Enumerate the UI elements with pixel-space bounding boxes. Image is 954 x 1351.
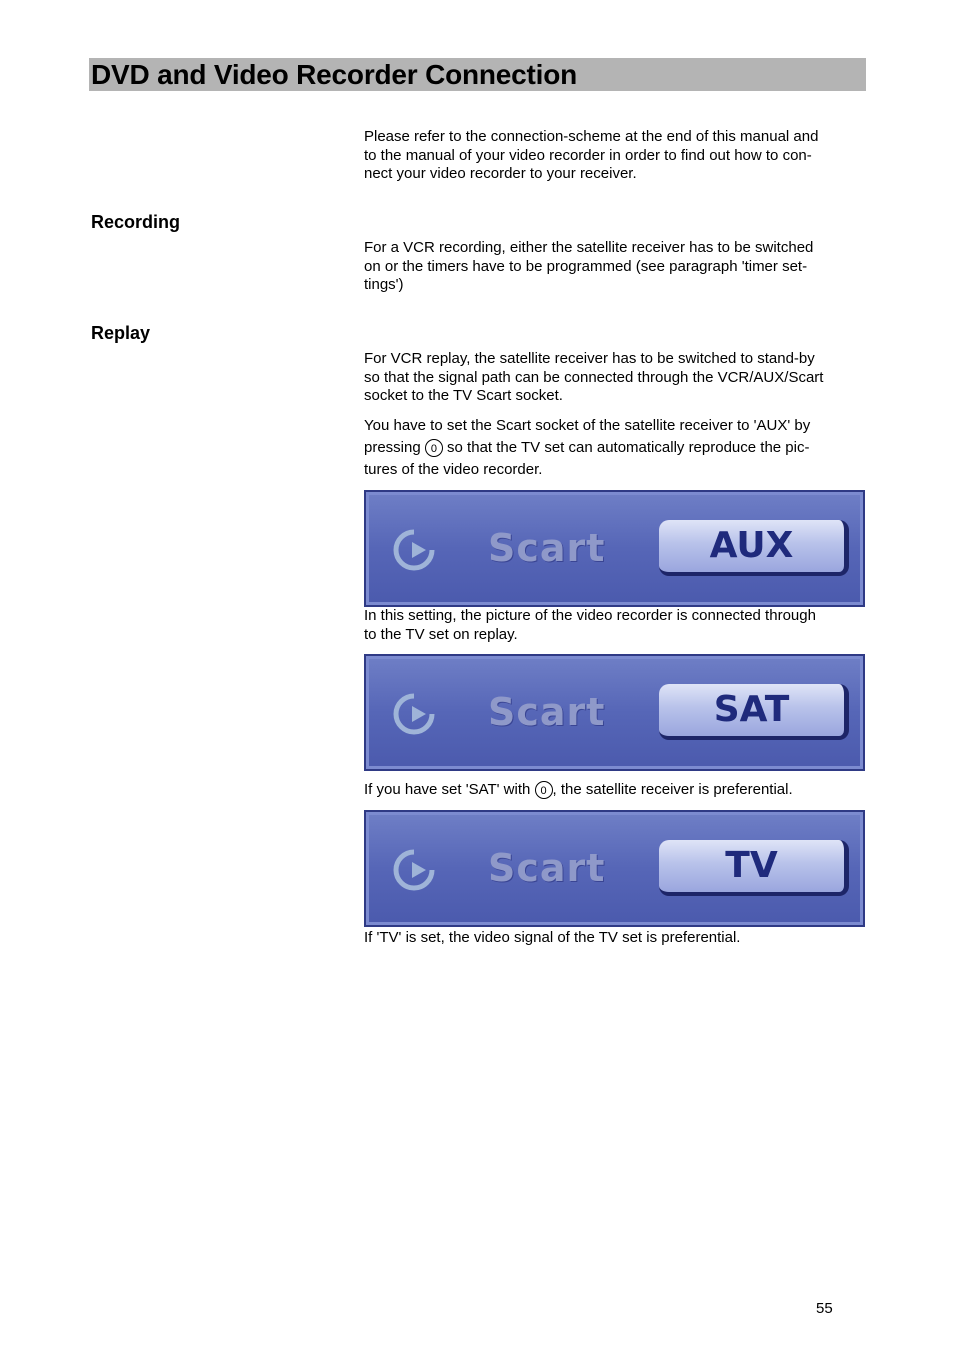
caption-line: If 'TV' is set, the video signal of the TV set is preferential. [364, 929, 741, 946]
osd-scart-label: Scart [488, 846, 606, 890]
replay-line: For VCR replay, the satellite receiver has to be switched to stand-by [364, 350, 815, 367]
osd-scart-label: Scart [488, 526, 606, 570]
page-title: DVD and Video Recorder Connection [91, 59, 578, 90]
zero-key-icon: 0 [535, 781, 553, 799]
intro-paragraph [364, 128, 864, 184]
intro-line: to the manual of your video recorder in order to find out how to con- [364, 146, 812, 164]
intro-line: nect your video recorder to your receiver. [364, 165, 637, 183]
recording-heading: Recording [91, 212, 181, 232]
page-number: 55 [816, 1300, 833, 1317]
replay-line: so that the signal path can be connected through the VCR/AUX/Scart [364, 368, 824, 386]
osd-value-sat: SAT [659, 684, 849, 740]
osd-screen-sat [364, 654, 865, 771]
recording-paragraph [364, 239, 864, 295]
replay-line: tures of the video recorder. [364, 461, 543, 478]
replay-line: pressing [364, 439, 421, 456]
replay-line: socket to the TV Scart socket. [364, 387, 563, 405]
sat-caption [364, 779, 864, 801]
osd-scart-label: Scart [488, 690, 606, 734]
osd-value-aux: AUX [659, 520, 849, 576]
title-bar [89, 58, 866, 91]
recording-line: tings') [364, 276, 404, 294]
replay-line: so that the TV set can automatically reproduce the pic- [447, 439, 810, 456]
osd-screen-tv [364, 810, 865, 927]
caption-line: If you have set 'SAT' with [364, 781, 531, 798]
tv-caption [364, 929, 864, 948]
replay-heading: Replay [91, 323, 151, 343]
recording-line: For a VCR recording, either the satellite receiver has to be switched [364, 239, 814, 256]
caption-line: , the satellite receiver is preferential. [552, 781, 793, 798]
caption-line: In this setting, the picture of the video recorder is connected through [364, 607, 816, 624]
osd-screen-aux [364, 490, 865, 607]
osd-value-tv: TV [659, 840, 849, 896]
caption-line: to the TV set on replay. [364, 625, 518, 643]
aux-caption [364, 607, 864, 644]
intro-line: Please refer to the connection-scheme at the end of this manual and [364, 128, 819, 145]
scart-arrow-icon [388, 688, 440, 740]
replay-paragraph-1 [364, 350, 864, 406]
replay-line: You have to set the Scart socket of the satellite receiver to 'AUX' by [364, 417, 811, 434]
scart-arrow-icon [388, 524, 440, 576]
zero-key-icon: 0 [425, 439, 443, 457]
replay-paragraph-2 [364, 415, 864, 481]
scart-arrow-icon [388, 844, 440, 896]
recording-line: on or the timers have to be programmed (see paragraph 'timer set- [364, 257, 808, 275]
